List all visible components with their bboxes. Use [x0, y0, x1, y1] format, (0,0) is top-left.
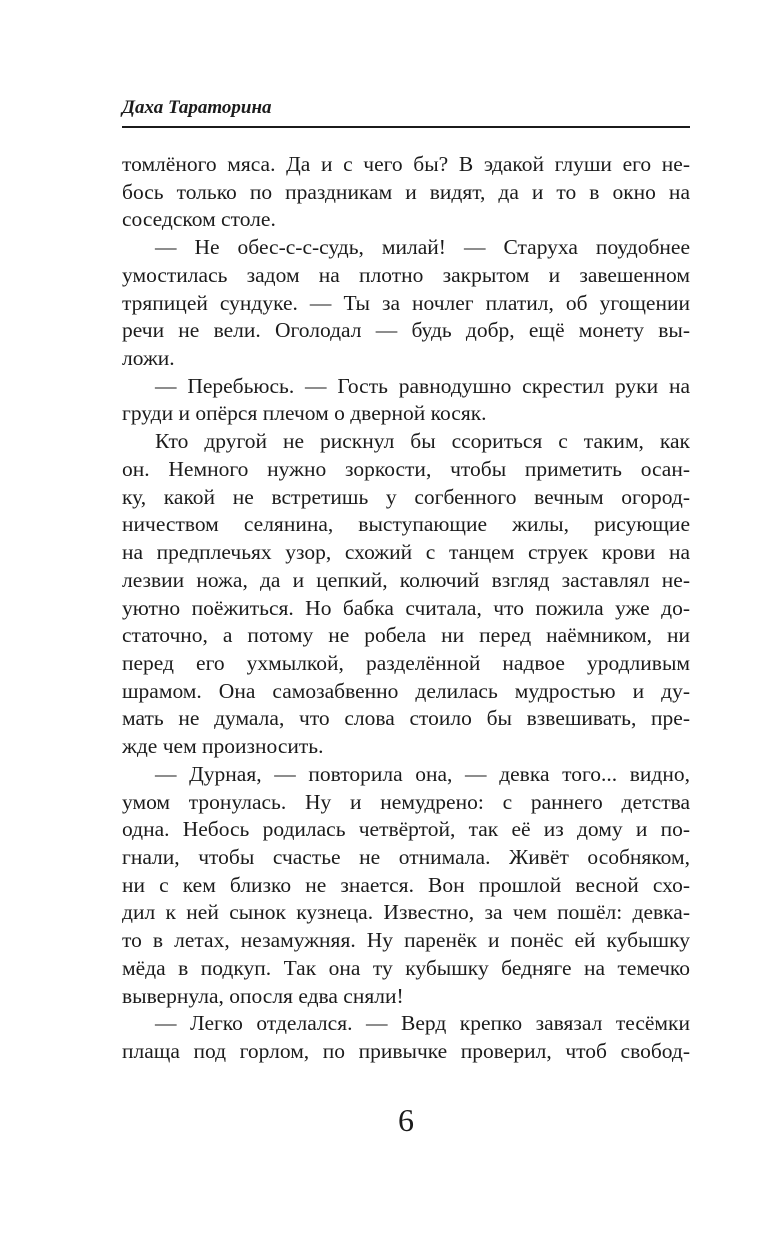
running-head-author: Даха Тараторина: [122, 97, 272, 118]
text-line: дил к ней сынок кузнеца. Известно, за чем пошёл: девка-: [122, 900, 690, 925]
text-line: на предплечьях узор, схожий с танцем струек крови на: [122, 540, 690, 565]
text-line: Кто другой не рискнул бы ссориться с таким, как: [155, 429, 690, 454]
text-line: соседском столе.: [122, 207, 276, 232]
text-line: ку, какой не встретишь у согбенного вечным огород-: [122, 484, 690, 509]
text-line: груди и опёрся плечом о дверной косяк.: [122, 401, 487, 426]
text-line: — Легко отделался. — Верд крепко завязал тесёмки: [155, 1011, 690, 1036]
text-line: вывернула, опосля едва сняли!: [122, 983, 404, 1008]
text-line: речи не вели. Оголодал — будь добр, ещё монету вы-: [122, 318, 690, 343]
text-line: лезвии ножа, да и цепкий, колючий взгляд заставлял не-: [122, 567, 690, 592]
text-line: бось только по праздникам и видят, да и то в окно на: [122, 179, 690, 204]
text-line: уютно поёжиться. Но бабка считала, что пожила уже до-: [122, 595, 690, 620]
text-line: — Дурная, — повторила она, — девка того... видно,: [155, 761, 690, 786]
text-line: ничеством селянина, выступающие жилы, рисующие: [122, 512, 690, 537]
text-line: статочно, а потому не робела ни перед наёмником, ни: [122, 623, 690, 648]
text-line: перед его ухмылкой, разделённой надвое уродливым: [122, 650, 690, 675]
text-line: жде чем произносить.: [122, 734, 324, 759]
text-line: тряпицей сундуке. — Ты за ночлег платил, об угощении: [122, 290, 690, 315]
text-line: плаща под горлом, по привычке проверил, чтоб свобод-: [122, 1039, 690, 1063]
text-line: томлёного мяса. Да и с чего бы? В эдакой глуши его не-: [122, 152, 690, 176]
text-line: он. Немного нужно зоркости, чтобы приметить осан-: [122, 456, 690, 481]
text-line: ни с кем близко не знается. Вон прошлой весной схо-: [122, 872, 690, 897]
body-text: [122, 151, 690, 1066]
text-line: ложи.: [122, 346, 175, 371]
header-rule: [122, 126, 690, 128]
text-line: гнали, чтобы счастье не отнимала. Живёт особняком,: [122, 844, 690, 869]
page-number: 6: [398, 1102, 414, 1138]
text-line: — Перебьюсь. — Гость равнодушно скрестил руки на: [155, 373, 690, 398]
text-line: мёда в подкуп. Так она ту кубышку бедняге на темечко: [122, 955, 690, 980]
text-line: шрамом. Она самозабвенно делилась мудростью и ду-: [122, 678, 690, 703]
text-line: умостилась задом на плотно закрытом и завешенном: [122, 262, 690, 287]
text-line: то в летах, незамужняя. Ну паренёк и понёс ей кубышку: [122, 928, 690, 953]
text-line: — Не обес-с-с-судь, милай! — Старуха поудобнее: [155, 235, 690, 260]
text-line: мать не думала, что слова стоило бы взвешивать, пре-: [122, 706, 690, 731]
text-line: умом тронулась. Ну и немудрено: с раннего детства: [122, 789, 690, 814]
text-line: одна. Небось родилась четвёртой, так её из дому и по-: [122, 817, 690, 842]
